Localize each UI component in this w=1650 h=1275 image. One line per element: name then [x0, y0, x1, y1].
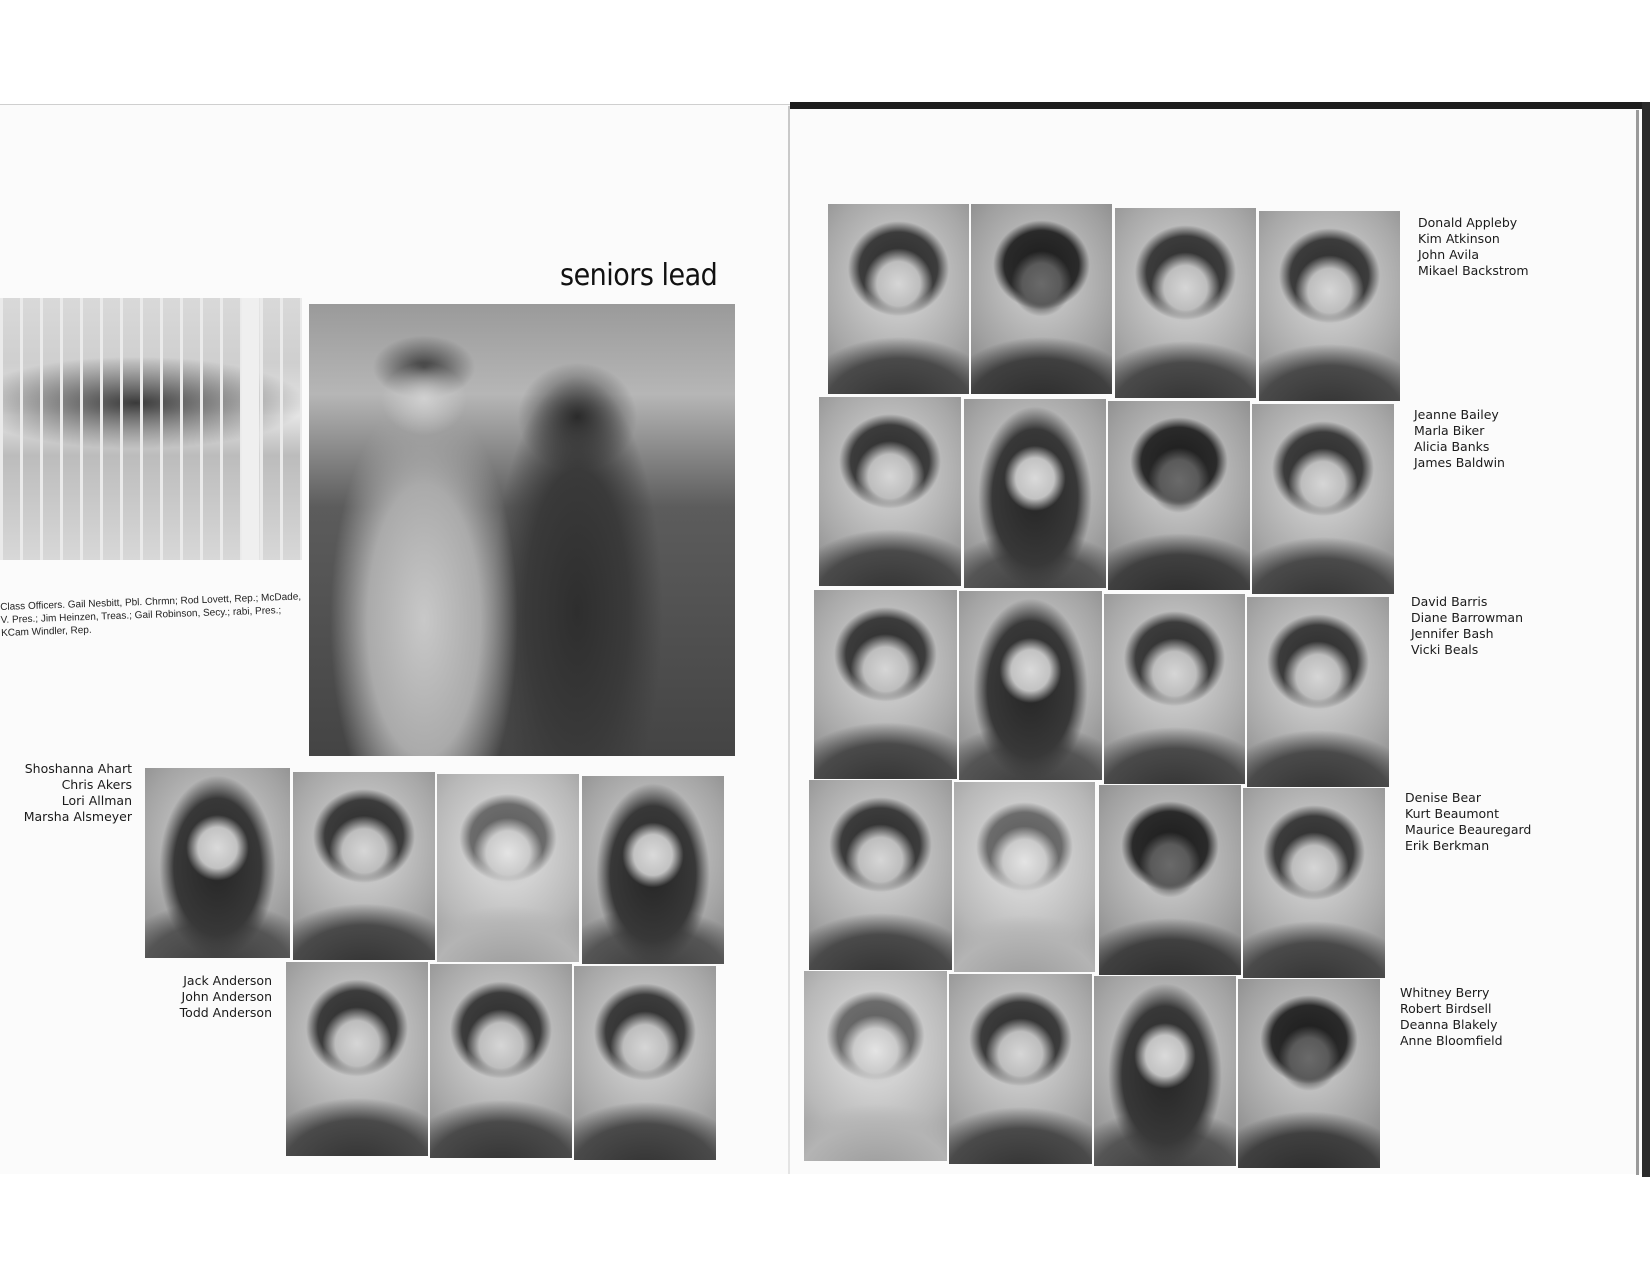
portrait — [954, 782, 1095, 972]
portrait — [819, 397, 961, 586]
portrait — [1099, 785, 1241, 975]
student-name: Jack Anderson — [183, 973, 272, 988]
student-name: Marsha Alsmeyer — [23, 809, 132, 824]
student-name: Robert Birdsell — [1400, 1001, 1492, 1016]
portrait — [814, 590, 957, 779]
class-officers-photo — [0, 298, 302, 560]
student-name: John Avila — [1418, 247, 1479, 262]
student-name: Lori Allman — [61, 793, 132, 808]
portrait — [286, 962, 428, 1156]
student-name: David Barris — [1411, 594, 1488, 609]
book-cover-top-edge — [790, 102, 1650, 109]
portrait — [828, 204, 969, 394]
student-name: Marla Biker — [1414, 423, 1485, 438]
portrait — [574, 966, 716, 1160]
portrait — [1252, 404, 1394, 594]
name-list-right-1 — [1418, 215, 1529, 279]
book-cover-right-edge — [1642, 102, 1650, 1177]
name-list-left-2 — [180, 973, 272, 1021]
portrait — [1115, 208, 1256, 398]
portrait — [1247, 597, 1389, 787]
student-name: Alicia Banks — [1414, 439, 1490, 454]
portrait — [437, 774, 579, 962]
student-name: Todd Anderson — [179, 1005, 272, 1020]
portrait — [1259, 211, 1400, 401]
portrait — [430, 964, 572, 1158]
class-officers-caption: Class Officers. Gail Nesbitt, Pbl. Chrmn; Rod Lovett, Rep.; McDade, V. Pres.; Jim Heinzen, Treas.; Gail Robinson, Secy.; rabi, Pres.; KCam Windler, Rep. — [0, 591, 302, 639]
student-name: Maurice Beauregard — [1405, 822, 1532, 837]
student-name: Jeanne Bailey — [1414, 407, 1499, 422]
student-name: Diane Barrowman — [1411, 610, 1523, 625]
student-name: John Anderson — [181, 989, 272, 1004]
name-list-right-4 — [1405, 790, 1531, 854]
portrait — [809, 780, 952, 970]
student-name: Jennifer Bash — [1411, 626, 1494, 641]
student-name: Anne Bloomfield — [1400, 1033, 1503, 1048]
portrait — [1243, 788, 1385, 978]
portrait — [1108, 401, 1250, 590]
name-list-right-2 — [1414, 407, 1505, 471]
name-list-left-1 — [24, 761, 132, 825]
portrait — [964, 399, 1106, 588]
student-name: Denise Bear — [1405, 790, 1481, 805]
student-name: Donald Appleby — [1418, 215, 1518, 230]
student-name: James Baldwin — [1414, 455, 1505, 470]
portrait — [1094, 976, 1236, 1166]
portrait — [949, 974, 1092, 1164]
portrait — [1238, 979, 1380, 1168]
portrait — [293, 772, 435, 960]
page-stack-edge — [1636, 110, 1639, 1175]
portrait — [971, 204, 1112, 394]
student-name: Erik Berkman — [1405, 838, 1490, 853]
portrait — [145, 768, 290, 958]
portrait — [1104, 594, 1245, 784]
student-name: Whitney Berry — [1400, 985, 1490, 1000]
portrait — [959, 591, 1102, 780]
student-name: Mikael Backstrom — [1418, 263, 1529, 278]
book-gutter — [788, 106, 790, 1174]
portrait — [582, 776, 724, 964]
student-name: Deanna Blakely — [1400, 1017, 1498, 1032]
student-name: Shoshanna Ahart — [24, 761, 132, 776]
name-list-right-5 — [1400, 985, 1503, 1049]
student-name: Chris Akers — [61, 777, 132, 792]
student-name: Kim Atkinson — [1418, 231, 1500, 246]
student-name: Kurt Beaumont — [1405, 806, 1500, 821]
student-name: Vicki Beals — [1411, 642, 1479, 657]
page-title: seniors lead — [560, 258, 718, 293]
name-list-right-3 — [1411, 594, 1523, 658]
portrait — [804, 971, 947, 1161]
feature-photo — [309, 304, 735, 756]
